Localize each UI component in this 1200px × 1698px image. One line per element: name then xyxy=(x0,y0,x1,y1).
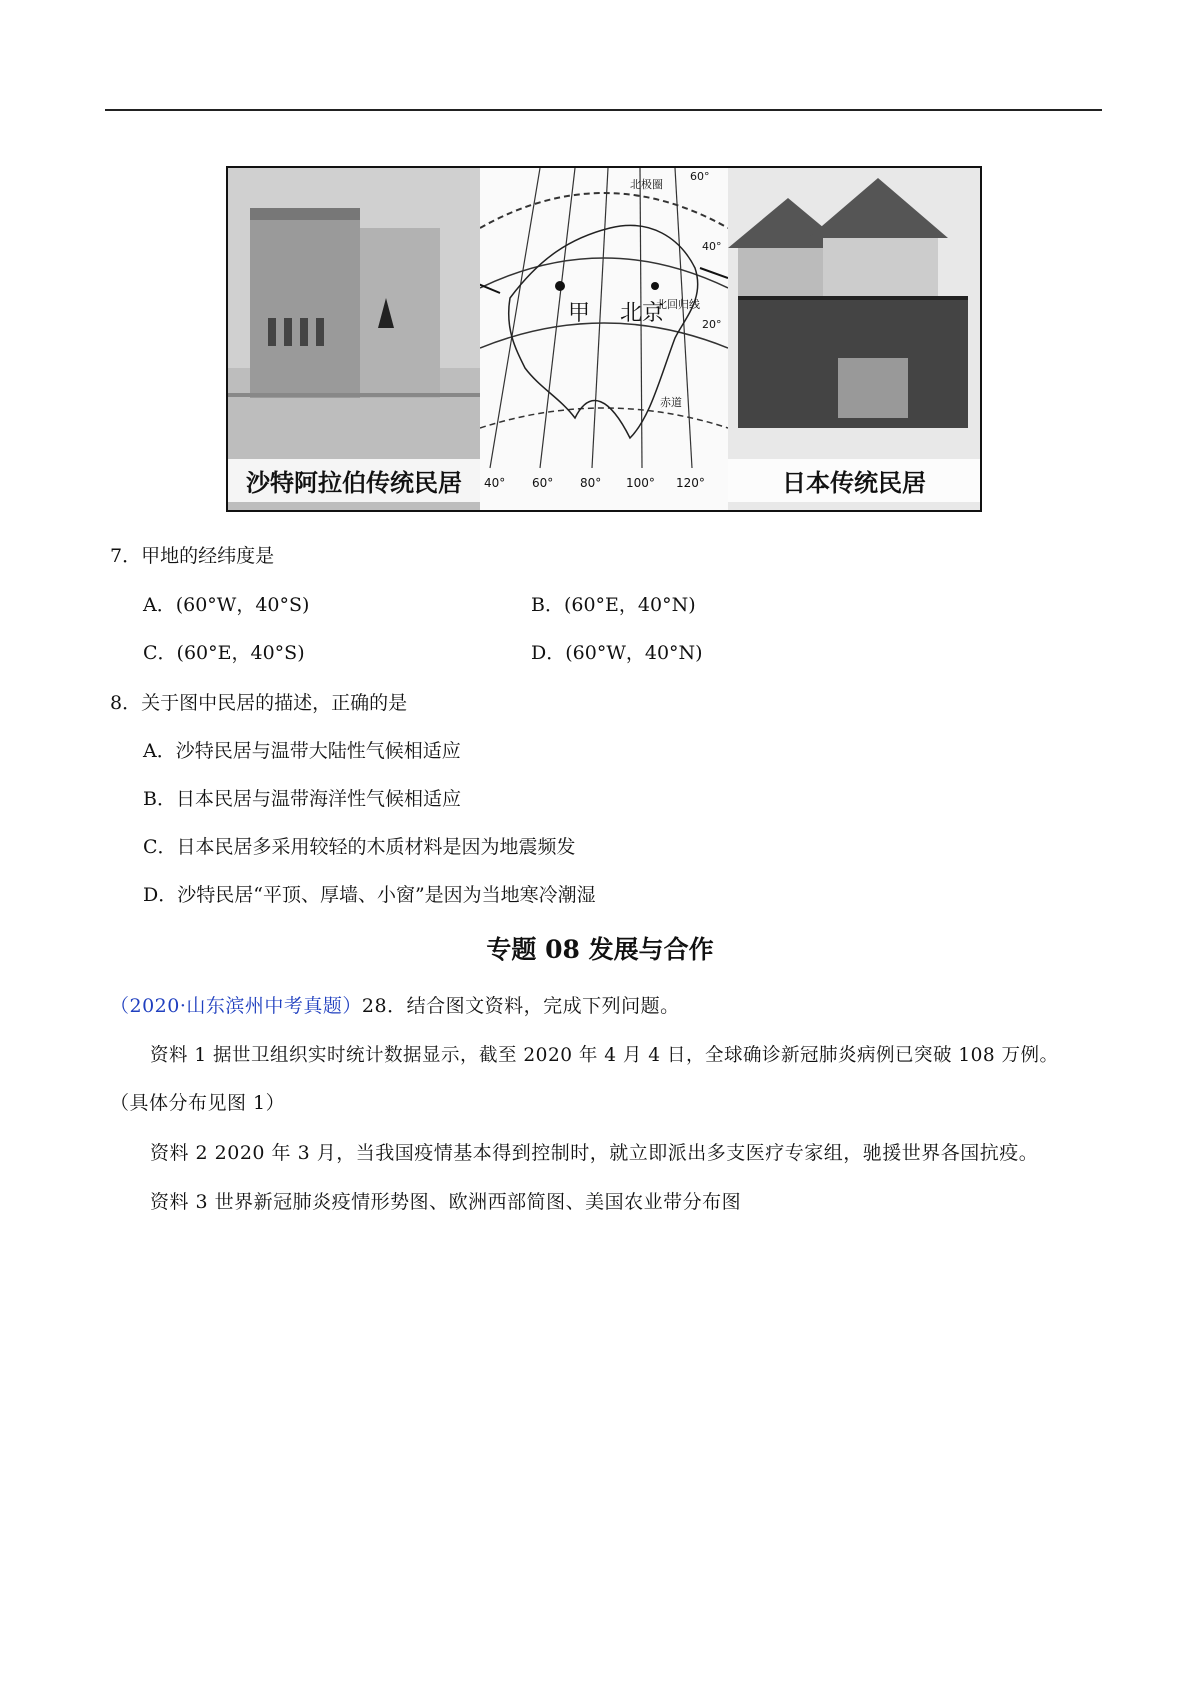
q28-stem: 28．结合图文资料，完成下列问题。 xyxy=(361,995,680,1017)
q7-option-c: C．(60°E，40°S) xyxy=(143,642,305,664)
material-2: 资料 2 2020 年 3 月，当我国疫情基本得到控制时，就立即派出多支医疗专家组，驰援世界各国抗疫。 xyxy=(150,1142,1039,1164)
saudi-dwelling-caption: 沙特阿拉伯传统民居 xyxy=(228,459,480,502)
lon-tick: 60° xyxy=(532,476,554,490)
material-1-line-1: 资料 1 据世卫组织实时统计数据显示，截至 2020 年 4 月 4 日，全球确诊新冠肺炎病例已突破 108 万例。 xyxy=(150,1045,1059,1066)
map-label-tropic: 北回归线 xyxy=(656,298,700,311)
q7-option-b: B．(60°E，40°N) xyxy=(531,594,696,616)
q8-option-c: C．日本民居多采用较轻的木质材料是因为地震频发 xyxy=(143,836,576,858)
map-label-equator: 赤道 xyxy=(660,396,682,409)
japan-dwelling-photo xyxy=(728,168,980,510)
map-label-lat-40: 40° xyxy=(702,240,722,253)
saudi-dwelling-photo xyxy=(228,168,480,510)
map-label-lat-60: 60° xyxy=(690,170,710,183)
japan-dwelling-caption: 日本传统民居 xyxy=(728,459,980,502)
dwellings-map-figure xyxy=(226,166,982,512)
header-rule xyxy=(105,109,1102,111)
material-3: 资料 3 世界新冠肺炎疫情形势图、欧洲西部简图、美国农业带分布图 xyxy=(150,1191,742,1213)
q8-option-a: A．沙特民居与温带大陆性气候相适应 xyxy=(143,740,461,762)
lon-tick: 40° xyxy=(484,476,506,490)
map-label-beijing: 北京 xyxy=(620,301,665,326)
map-label-lat-20: 20° xyxy=(702,318,722,331)
q8-option-b: B．日本民居与温带海洋性气候相适应 xyxy=(143,788,461,810)
lon-tick: 120° xyxy=(676,476,705,490)
map-label-jia: 甲 xyxy=(568,301,591,326)
source-tag: （2020·山东滨州中考真题） xyxy=(110,995,362,1017)
q8-option-d: D．沙特民居“平顶、厚墙、小窗”是因为当地寒冷潮湿 xyxy=(143,884,596,906)
q8-stem: 8．关于图中民居的描述，正确的是 xyxy=(110,692,408,714)
graticule-map xyxy=(480,168,728,510)
map-label-arctic-circle: 北极圈 xyxy=(630,178,663,191)
q7-option-a: A．(60°W，40°S) xyxy=(143,594,310,616)
lon-tick: 80° xyxy=(580,476,602,490)
asia-map xyxy=(480,168,728,510)
section-title: 专题 08 发展与合作 xyxy=(486,935,714,964)
q7-option-d: D．(60°W，40°N) xyxy=(531,642,703,664)
q28-line xyxy=(110,993,680,1019)
lon-tick: 100° xyxy=(626,476,655,490)
material-1-line-2: （具体分布见图 1） xyxy=(110,1092,286,1114)
q7-stem: 7．甲地的经纬度是 xyxy=(110,545,275,567)
